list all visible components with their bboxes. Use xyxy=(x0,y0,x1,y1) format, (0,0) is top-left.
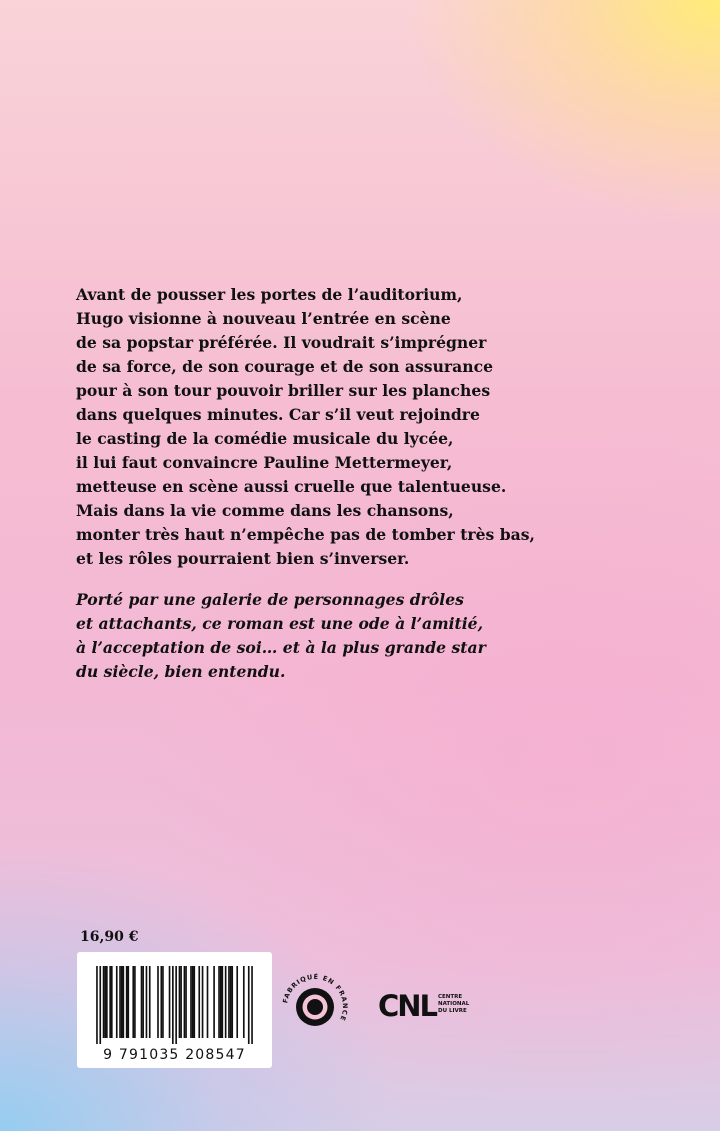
barcode-bar xyxy=(157,966,159,1038)
tagline xyxy=(76,588,696,684)
barcode-bar xyxy=(134,966,136,1038)
barcode-bar xyxy=(162,966,164,1038)
barcode-bar xyxy=(213,966,215,1038)
barcode-bar xyxy=(185,966,187,1038)
barcode-bar xyxy=(228,966,230,1038)
seal-text: FABRIQUÉ EN FRANCE xyxy=(281,972,350,1023)
tagline-line: à l’acceptation de soi… et à la plus grande star xyxy=(76,638,486,657)
barcode-bar xyxy=(106,966,108,1038)
barcode-icon xyxy=(77,952,272,1047)
barcode-bar xyxy=(132,966,134,1038)
barcode-bar xyxy=(220,966,222,1038)
blurb-line: de sa force, de son courage et de son assurance xyxy=(76,357,493,376)
barcode-bar xyxy=(146,966,148,1038)
barcode-bar xyxy=(248,966,250,1044)
barcode-bar xyxy=(160,966,162,1038)
barcode-bar xyxy=(175,966,177,1044)
barcode-bar xyxy=(230,966,232,1038)
blurb-line: Mais dans la vie comme dans les chansons, xyxy=(76,501,454,520)
barcode-bar xyxy=(179,966,181,1038)
barcode-bar xyxy=(126,966,128,1038)
tagline-line: du siècle, bien entendu. xyxy=(76,662,286,681)
blurb-line: il lui faut convaincre Pauline Mettermeyer, xyxy=(76,453,453,472)
barcode-bar xyxy=(127,966,129,1038)
barcode-bar xyxy=(184,966,186,1038)
barcode-bar xyxy=(243,966,245,1038)
price: 16,90 € xyxy=(80,929,139,945)
barcode-bar xyxy=(202,966,204,1038)
barcode-bar xyxy=(104,966,106,1038)
barcode xyxy=(77,952,272,1068)
barcode-bar xyxy=(149,966,151,1038)
barcode-bar xyxy=(207,966,209,1038)
barcode-bar xyxy=(142,966,144,1038)
cnl-fullname: CENTRE NATIONAL DU LIVRE xyxy=(438,994,470,1014)
cnl-logo xyxy=(378,986,478,1026)
blurb-line: le casting de la comédie musicale du lycée, xyxy=(76,429,454,448)
fabrique-en-france-seal-icon xyxy=(280,972,350,1042)
barcode-bar xyxy=(180,966,182,1038)
blurb-line: de sa popstar préférée. Il voudrait s’imprégner xyxy=(76,333,487,352)
barcode-bar xyxy=(111,966,113,1038)
barcode-bar xyxy=(121,966,123,1038)
barcode-bar xyxy=(169,966,171,1038)
barcode-bar xyxy=(198,966,200,1038)
blurb-line: et les rôles pourraient bien s’inverser. xyxy=(76,549,410,568)
barcode-bar xyxy=(190,966,192,1038)
blurb-line: pour à son tour pouvoir briller sur les planches xyxy=(76,381,491,400)
barcode-bar xyxy=(222,966,224,1038)
barcode-bar xyxy=(96,966,98,1044)
blurb-line: Hugo visionne à nouveau l’entrée en scène xyxy=(76,309,451,328)
barcode-bar xyxy=(192,966,194,1038)
barcode-bar xyxy=(193,966,195,1038)
blurb-line: dans quelques minutes. Car s’il veut rejoindre xyxy=(76,405,480,424)
barcode-bar xyxy=(103,966,105,1038)
barcode-bar xyxy=(251,966,253,1044)
barcode-bar xyxy=(236,966,238,1038)
cnl-mark: CNL xyxy=(378,989,437,1023)
blurb-line: monter très haut n’empêche pas de tomber très bas, xyxy=(76,525,535,544)
barcode-bar xyxy=(116,966,118,1038)
barcode-bar xyxy=(119,966,121,1038)
barcode-bar xyxy=(218,966,220,1038)
tagline-line: et attachants, ce roman est une ode à l’amitié, xyxy=(76,614,484,633)
barcode-bar xyxy=(172,966,174,1044)
blurb-line: metteuse en scène aussi cruelle que talentueuse. xyxy=(76,477,507,496)
back-cover-blurb xyxy=(76,283,696,571)
barcode-bar xyxy=(109,966,111,1038)
barcode-bar xyxy=(225,966,227,1038)
barcode-bar xyxy=(141,966,143,1038)
barcode-bar xyxy=(99,966,101,1044)
barcode-bar xyxy=(123,966,125,1038)
blurb-line: Avant de pousser les portes de l’auditorium, xyxy=(76,285,463,304)
tagline-line: Porté par une galerie de personnages drôles xyxy=(76,590,464,609)
barcode-bar xyxy=(231,966,233,1038)
barcode-number: 9 791035 208547 xyxy=(103,1047,246,1063)
